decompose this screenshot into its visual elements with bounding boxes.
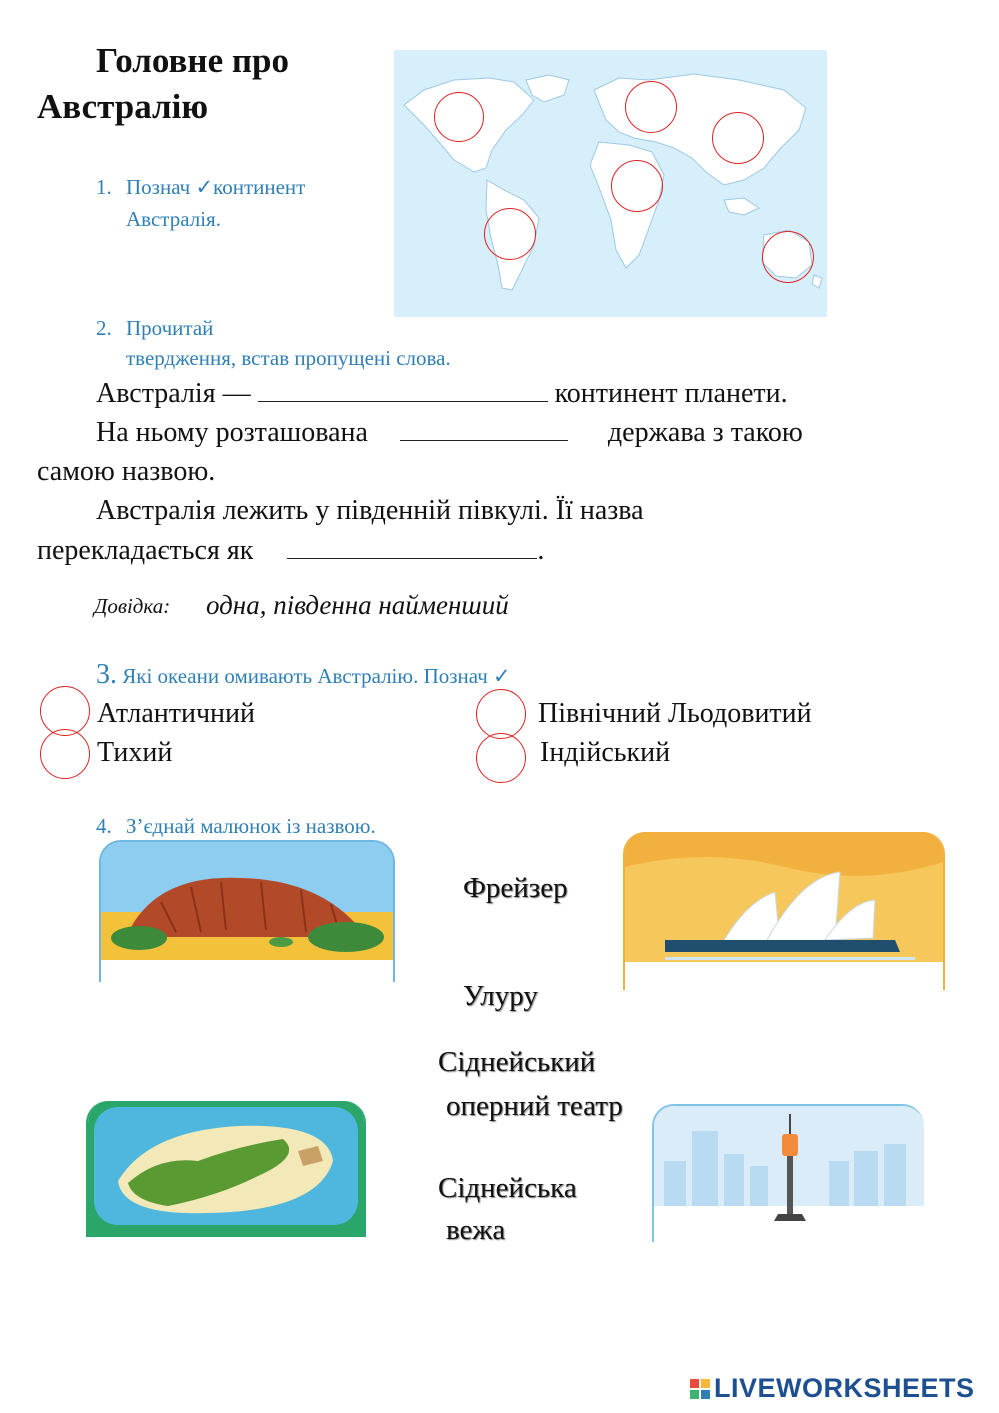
label-opera-line2[interactable]: оперний театр xyxy=(446,1090,623,1122)
page-title-line1: Головне про xyxy=(96,41,289,80)
task3-header xyxy=(96,660,511,691)
sentence-2-end: держава з такою xyxy=(607,417,803,448)
task1-number: 1. xyxy=(96,175,112,199)
sentence-2 xyxy=(96,413,803,452)
sentence-4 xyxy=(37,531,544,570)
task2-instruction-line2: твердження, встав пропущені слова. xyxy=(126,346,451,370)
task2-number: 2. xyxy=(96,316,112,340)
sentence-2-continued: самою назвою. xyxy=(37,456,216,487)
map-circle-europe[interactable] xyxy=(625,81,677,133)
task1-instruction-line2: Австралія. xyxy=(126,207,221,231)
map-circle-south-america[interactable] xyxy=(484,208,536,260)
task4-prompt: З’єднай малюнок із назвою. xyxy=(126,814,376,838)
opera-house-picture[interactable] xyxy=(623,832,945,990)
sentence-3: Австралія лежить у південній півкулі. Її назва xyxy=(96,495,644,526)
sentence-1 xyxy=(96,374,788,413)
ocean-option-atlantic: Атлантичний xyxy=(97,698,256,729)
world-map xyxy=(394,50,827,317)
map-circle-asia[interactable] xyxy=(712,112,764,164)
uluru-picture[interactable] xyxy=(99,840,395,982)
ocean-option-pacific: Тихий xyxy=(97,737,173,768)
sentence-1-end: континент планети. xyxy=(554,378,788,409)
hint-label: Довідка: xyxy=(94,594,171,618)
label-tower-line2[interactable]: вежа xyxy=(446,1214,506,1246)
hint-words: одна, південна найменший xyxy=(206,590,509,620)
label-uluru[interactable]: Улуру xyxy=(463,980,538,1012)
task2-instruction-line1: Прочитай xyxy=(126,316,214,340)
task3-prompt: Які океани омивають Австралію. Познач ✓ xyxy=(122,664,511,688)
ocean-circle-indian[interactable] xyxy=(476,733,526,783)
task1-instruction-line1: Познач ✓континент xyxy=(126,175,306,199)
logo-blocks-icon xyxy=(690,1379,710,1399)
blank-1[interactable] xyxy=(258,375,548,402)
label-tower-line1[interactable]: Сіднейська xyxy=(438,1172,577,1204)
fraser-island-illustration xyxy=(88,1101,364,1237)
uluru-illustration xyxy=(101,842,393,982)
ocean-option-indian: Індійський xyxy=(540,737,671,768)
sentence-4-start: перекладається як xyxy=(37,535,254,566)
page-title-line2: Австралію xyxy=(37,87,209,126)
blank-2[interactable] xyxy=(400,414,568,441)
task3-number: 3. xyxy=(96,659,117,690)
liveworksheets-logo xyxy=(690,1373,975,1404)
label-opera-line1[interactable]: Сіднейський xyxy=(438,1046,596,1078)
ocean-circle-arctic[interactable] xyxy=(476,689,526,739)
sentence-2-start: На ньому розташована xyxy=(96,417,368,448)
ocean-circle-pacific[interactable] xyxy=(40,729,90,779)
map-circle-africa[interactable] xyxy=(611,160,663,212)
task4-number: 4. xyxy=(96,814,112,838)
opera-house-illustration xyxy=(625,832,943,990)
map-circle-australia[interactable] xyxy=(762,231,814,283)
label-fraser[interactable]: Фрейзер xyxy=(463,872,568,904)
sydney-tower-illustration xyxy=(654,1106,924,1242)
blank-3[interactable] xyxy=(287,532,537,559)
sydney-tower-picture[interactable] xyxy=(652,1104,924,1242)
logo-text: LIVEWORKSHEETS xyxy=(714,1373,975,1403)
fraser-island-picture[interactable] xyxy=(86,1101,366,1237)
sentence-4-end: . xyxy=(537,535,545,566)
sentence-1-start: Австралія — xyxy=(96,378,251,409)
ocean-option-arctic: Північний Льодовитий xyxy=(538,698,812,729)
map-circle-north-america[interactable] xyxy=(434,92,484,142)
